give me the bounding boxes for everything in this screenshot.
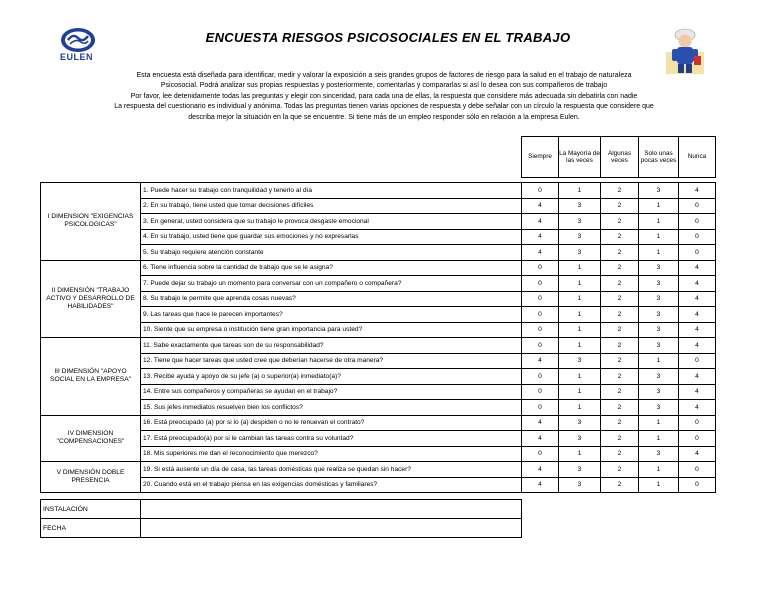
answer-option[interactable]: 2 bbox=[601, 183, 639, 199]
answer-option[interactable]: 2 bbox=[601, 446, 639, 462]
intro-line: Esta encuesta está diseñada para identificar, medir y valorar la exposición a seis grandes grupos de factores de riesgo para la salud en el trabajo de naturaleza bbox=[136, 72, 632, 79]
answer-option[interactable]: 3 bbox=[559, 477, 601, 493]
answer-option[interactable]: 2 bbox=[601, 322, 639, 338]
answer-option[interactable]: 4 bbox=[522, 431, 559, 447]
answer-option[interactable]: 1 bbox=[559, 400, 601, 416]
intro-line: describa mejor la situación en la que se encuentre. Si tiene más de un empleo responder sólo en relación a la empresa Eulen. bbox=[188, 113, 580, 121]
column-header: La Mayoría de las veces bbox=[559, 137, 601, 178]
answer-option[interactable]: 1 bbox=[559, 338, 601, 354]
intro-text bbox=[56, 71, 712, 123]
intro-line: La respuesta del cuestionario es individual y anónima. Todas las preguntas tienen varias opciones de respuesta y debe señalar con un círculo la respuesta que considere que bbox=[114, 103, 654, 111]
question-row bbox=[41, 338, 716, 354]
column-header: Siempre bbox=[522, 137, 559, 178]
logo-text: EULEN bbox=[60, 52, 94, 62]
answer-option[interactable]: 4 bbox=[679, 307, 716, 323]
answer-option[interactable]: 0 bbox=[679, 477, 716, 493]
answer-option[interactable]: 1 bbox=[559, 291, 601, 307]
question-text: 10. Siente que su empresa o institución tiene gran importancia para usted? bbox=[141, 322, 522, 338]
answer-option[interactable]: 0 bbox=[522, 322, 559, 338]
dimension-label: IV DIMENSION "COMPENSACIONES" bbox=[41, 415, 141, 462]
dimension-label: II DIMENSIÓN "TRABAJO ACTIVO Y DESARROLLO DE HABILIDADES" bbox=[41, 260, 141, 338]
answer-option[interactable]: 0 bbox=[679, 214, 716, 230]
question-row bbox=[41, 229, 716, 245]
answer-option[interactable]: 4 bbox=[522, 462, 559, 478]
question-row bbox=[41, 400, 716, 416]
answer-option[interactable]: 3 bbox=[639, 446, 679, 462]
answer-option[interactable]: 4 bbox=[679, 369, 716, 385]
answer-option[interactable]: 3 bbox=[639, 260, 679, 276]
answer-option[interactable]: 2 bbox=[601, 245, 639, 261]
answer-option[interactable]: 2 bbox=[601, 431, 639, 447]
answer-option[interactable]: 3 bbox=[559, 431, 601, 447]
answer-option[interactable]: 4 bbox=[679, 400, 716, 416]
answer-option[interactable]: 1 bbox=[559, 307, 601, 323]
answer-option[interactable]: 2 bbox=[601, 291, 639, 307]
question-row bbox=[41, 291, 716, 307]
column-header: Solo unas pocas veces bbox=[639, 137, 679, 178]
question-row bbox=[41, 183, 716, 199]
answer-option[interactable]: 0 bbox=[679, 462, 716, 478]
answer-option[interactable]: 4 bbox=[522, 415, 559, 431]
date-field[interactable] bbox=[141, 519, 522, 538]
answer-option[interactable]: 1 bbox=[639, 214, 679, 230]
date-row bbox=[41, 519, 522, 538]
answer-option[interactable]: 2 bbox=[601, 307, 639, 323]
answer-option[interactable]: 0 bbox=[522, 384, 559, 400]
question-row bbox=[41, 260, 716, 276]
answer-option[interactable]: 0 bbox=[522, 260, 559, 276]
answer-option[interactable]: 4 bbox=[522, 477, 559, 493]
installation-row bbox=[41, 500, 522, 519]
question-text: 2. En su trabajo, tiene usted que tomar decisiones difíciles bbox=[141, 198, 522, 214]
answer-option[interactable]: 1 bbox=[559, 322, 601, 338]
table-header-row bbox=[41, 137, 716, 178]
answer-option[interactable]: 3 bbox=[559, 245, 601, 261]
installation-field[interactable] bbox=[141, 500, 522, 519]
answer-option[interactable]: 4 bbox=[679, 338, 716, 354]
question-row bbox=[41, 322, 716, 338]
answer-option[interactable]: 0 bbox=[522, 291, 559, 307]
answer-option[interactable]: 3 bbox=[559, 415, 601, 431]
answer-option[interactable]: 2 bbox=[601, 400, 639, 416]
question-text: 14. Entre sus compañeros y compañeras se ayudan en el trabajo? bbox=[141, 384, 522, 400]
question-text: 11. Sabe exactamente que tareas son de su responsabilidad? bbox=[141, 338, 522, 354]
column-header: Algunas veces bbox=[601, 137, 639, 178]
answer-option[interactable]: 3 bbox=[639, 338, 679, 354]
answer-option[interactable]: 4 bbox=[522, 214, 559, 230]
answer-option[interactable]: 2 bbox=[601, 477, 639, 493]
answer-option[interactable]: 0 bbox=[522, 338, 559, 354]
answer-option[interactable]: 3 bbox=[559, 214, 601, 230]
question-row bbox=[41, 384, 716, 400]
question-row bbox=[41, 353, 716, 369]
question-text: 19. Si está ausente un día de casa, las tareas domésticas que realiza se quedan sin hacer? bbox=[141, 462, 522, 478]
question-row bbox=[41, 431, 716, 447]
answer-option[interactable]: 3 bbox=[639, 307, 679, 323]
answer-option[interactable]: 0 bbox=[679, 415, 716, 431]
answer-option[interactable]: 4 bbox=[679, 183, 716, 199]
answer-option[interactable]: 0 bbox=[679, 229, 716, 245]
dimension-label: I DIMENSION "EXIGENCIAS PSICOLOGICAS" bbox=[41, 183, 141, 261]
answer-option[interactable]: 4 bbox=[679, 322, 716, 338]
dimension-label: V DIMENSIÓN DOBLE PRESENCIA bbox=[41, 462, 141, 493]
answer-option[interactable]: 1 bbox=[559, 276, 601, 292]
question-row bbox=[41, 307, 716, 323]
answer-option[interactable]: 2 bbox=[601, 462, 639, 478]
question-text: 13. Recibe ayuda y apoyo de su jefe (a) o superior(a) inmediato(a)? bbox=[141, 369, 522, 385]
question-text: 1. Puede hacer su trabajo con tranquilidad y tenerlo al día bbox=[141, 183, 522, 199]
question-row bbox=[41, 446, 716, 462]
survey-table bbox=[40, 136, 716, 493]
answer-option[interactable]: 0 bbox=[522, 307, 559, 323]
question-row bbox=[41, 245, 716, 261]
date-label: FECHA bbox=[41, 519, 141, 538]
question-text: 8. Su trabajo le permite que aprenda cosas nuevas? bbox=[141, 291, 522, 307]
answer-option[interactable]: 0 bbox=[679, 431, 716, 447]
answer-option[interactable]: 4 bbox=[679, 384, 716, 400]
answer-option[interactable]: 3 bbox=[639, 291, 679, 307]
intro-line: Psicosocial. Podrá analizar sus propias respuestas y posteriormente, comentarlas y compararlas si así lo desea con sus compañeros de trabajo bbox=[160, 82, 608, 90]
answer-option[interactable]: 3 bbox=[559, 462, 601, 478]
question-row bbox=[41, 462, 716, 478]
dimension-label: III DIMENSIÓN "APOYO SOCIAL EN LA EMPRESA" bbox=[41, 338, 141, 416]
answer-option[interactable]: 0 bbox=[679, 245, 716, 261]
answer-option[interactable]: 3 bbox=[559, 229, 601, 245]
answer-option[interactable]: 1 bbox=[639, 415, 679, 431]
header-blank bbox=[41, 137, 141, 178]
answer-option[interactable]: 1 bbox=[639, 229, 679, 245]
answer-option[interactable]: 3 bbox=[639, 183, 679, 199]
intro-line: Por favor, lee detenidamente todas las preguntas y elegir con sinceridad, para cada una de ellas, la respuesta que considere más adecuada sin debatirla con nadie bbox=[130, 92, 638, 100]
survey-table-body bbox=[41, 137, 716, 493]
answer-option[interactable]: 4 bbox=[522, 245, 559, 261]
question-text: 12. Tiene que hacer tareas que usted cree que deberían hacerse de otra manera? bbox=[141, 353, 522, 369]
answer-option[interactable]: 2 bbox=[601, 229, 639, 245]
answer-option[interactable]: 0 bbox=[522, 183, 559, 199]
answer-option[interactable]: 3 bbox=[639, 322, 679, 338]
installation-label: INSTALACIÓN bbox=[41, 500, 141, 519]
question-row bbox=[41, 214, 716, 230]
answer-option[interactable]: 1 bbox=[559, 260, 601, 276]
answer-option[interactable]: 3 bbox=[639, 369, 679, 385]
answer-option[interactable]: 0 bbox=[522, 400, 559, 416]
answer-option[interactable]: 1 bbox=[559, 384, 601, 400]
answer-option[interactable]: 2 bbox=[601, 338, 639, 354]
answer-option[interactable]: 3 bbox=[639, 400, 679, 416]
answer-option[interactable]: 0 bbox=[679, 198, 716, 214]
answer-option[interactable]: 2 bbox=[601, 260, 639, 276]
answer-option[interactable]: 4 bbox=[679, 276, 716, 292]
answer-option[interactable]: 1 bbox=[639, 353, 679, 369]
answer-option[interactable]: 1 bbox=[559, 183, 601, 199]
answer-option[interactable]: 1 bbox=[559, 369, 601, 385]
answer-option[interactable]: 3 bbox=[639, 384, 679, 400]
question-text: 17. Está preocupado(a) por si le cambian las tareas contra su voluntad? bbox=[141, 431, 522, 447]
question-text: 3. En general, usted considera que su trabajo le provoca desgaste emocional bbox=[141, 214, 522, 230]
answer-option[interactable]: 1 bbox=[639, 245, 679, 261]
column-header: Nunca bbox=[679, 137, 716, 178]
answer-option[interactable]: 1 bbox=[639, 477, 679, 493]
question-row bbox=[41, 415, 716, 431]
header-blank bbox=[141, 137, 522, 178]
survey-title: ENCUESTA RIESGOS PSICOSOCIALES EN EL TRABAJO bbox=[205, 30, 571, 45]
question-text: 7. Puede dejar su trabajo un momento para conversar con un compañero o compañera? bbox=[141, 276, 522, 292]
question-text: 15. Sus jefes inmediatos resuelven bien los conflictos? bbox=[141, 400, 522, 416]
answer-option[interactable]: 4 bbox=[522, 198, 559, 214]
question-row bbox=[41, 477, 716, 493]
question-text: 20. Cuando está en el trabajo piensa en las exigencias domésticas y familiares? bbox=[141, 477, 522, 493]
answer-option[interactable]: 2 bbox=[601, 415, 639, 431]
answer-option[interactable]: 2 bbox=[601, 369, 639, 385]
answer-option[interactable]: 3 bbox=[559, 353, 601, 369]
answer-option[interactable]: 4 bbox=[522, 229, 559, 245]
answer-option[interactable]: 1 bbox=[639, 462, 679, 478]
answer-option[interactable]: 2 bbox=[601, 276, 639, 292]
answer-option[interactable]: 1 bbox=[559, 446, 601, 462]
question-row bbox=[41, 369, 716, 385]
answer-option[interactable]: 2 bbox=[601, 214, 639, 230]
answer-option[interactable]: 2 bbox=[601, 384, 639, 400]
answer-option[interactable]: 3 bbox=[559, 198, 601, 214]
answer-option[interactable]: 0 bbox=[522, 446, 559, 462]
footer-table bbox=[40, 499, 522, 538]
answer-option[interactable]: 0 bbox=[522, 276, 559, 292]
answer-option[interactable]: 1 bbox=[639, 198, 679, 214]
question-text: 16. Está preocupado (a) por si lo (a) despiden o no le renuevan el contrato? bbox=[141, 415, 522, 431]
question-text: 18. Mis superiores me dan el reconocimiento que merezco? bbox=[141, 446, 522, 462]
answer-option[interactable]: 2 bbox=[601, 353, 639, 369]
answer-option[interactable]: 0 bbox=[522, 369, 559, 385]
question-text: 9. Las tareas que hace le parecen importantes? bbox=[141, 307, 522, 323]
question-row bbox=[41, 276, 716, 292]
answer-option[interactable]: 3 bbox=[639, 276, 679, 292]
answer-option[interactable]: 1 bbox=[639, 431, 679, 447]
answer-option[interactable]: 4 bbox=[679, 446, 716, 462]
answer-option[interactable]: 4 bbox=[522, 353, 559, 369]
answer-option[interactable]: 4 bbox=[679, 291, 716, 307]
answer-option[interactable]: 2 bbox=[601, 198, 639, 214]
question-text: 6. Tiene influencia sobre la cantidad de trabajo que se le asigna? bbox=[141, 260, 522, 276]
answer-option[interactable]: 0 bbox=[679, 353, 716, 369]
question-row bbox=[41, 198, 716, 214]
answer-option[interactable]: 4 bbox=[679, 260, 716, 276]
question-text: 5. Su trabajo requiere atención constante bbox=[141, 245, 522, 261]
question-text: 4. En su trabajo, usted tiene que guardar sus emociones y no expresarlas bbox=[141, 229, 522, 245]
